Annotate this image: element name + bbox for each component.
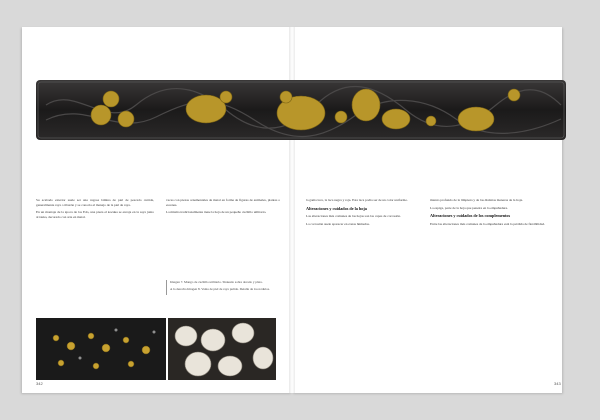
paragraph: Su acabado exterior suele ser una rugosa lámina de piel de pescado curtida, generalmente raya o tiburón y se conocía el manejo de la piel de raya. [36, 198, 154, 207]
paragraph: La misma tradicionalmente tiene la hoja de un pequeño cuchillo utilitario. [166, 210, 267, 215]
paragraph: La espiga, parte de la hoja que penetra en la empuñadura. [430, 205, 508, 210]
text-column-4 [430, 198, 564, 376]
page-number-right: 343 [554, 381, 561, 386]
paragraph: la gama laca, la laca negra y roja. Esta laca podía ser de un color uniforme. [306, 198, 408, 202]
section-heading: Alteraciones y cuidados de la hoja [306, 205, 367, 211]
paragraph: En un montaje de la época de los Edo, una pieza el kozuka se encaja en la saya junto al tsuka, decorado con arte en metal. [36, 210, 154, 219]
rayskin-photo [168, 318, 276, 380]
paragraph: La corrosión suele aparecer en zonas húmedas. [306, 221, 370, 226]
text-column-3 [306, 198, 422, 376]
paragraph: veces con piezas ornamentales de metal en forma de figuras de animales, plantas o escenas. [166, 198, 280, 207]
kozuka-detail-photo [36, 318, 166, 380]
figure-caption [166, 280, 270, 295]
section-heading: Alteraciones y cuidados de los complementos [430, 213, 511, 219]
page-number-left: 342 [36, 381, 43, 386]
kozuka-photo [36, 75, 566, 145]
text-column-2 [166, 198, 280, 276]
caption-text-1: Imagen 7. Mango de cuchillo utilitario. Shakudo sobre dorado y plata. [170, 280, 263, 284]
paragraph: miento profundo de la limpieza y de las distintas maneras de la hoja. [430, 198, 523, 202]
caption-text-2: A la derecha Imagen 8. Vaina de piel de raya pulida. Detalle de los nódulos. [170, 287, 270, 292]
paragraph: Las alteraciones más comunes de las hojas son las capas de corrosión. [306, 214, 401, 219]
paragraph: Entre las alteraciones más comunes de la empuñadura está la pérdida de flexibilidad. [430, 221, 545, 226]
